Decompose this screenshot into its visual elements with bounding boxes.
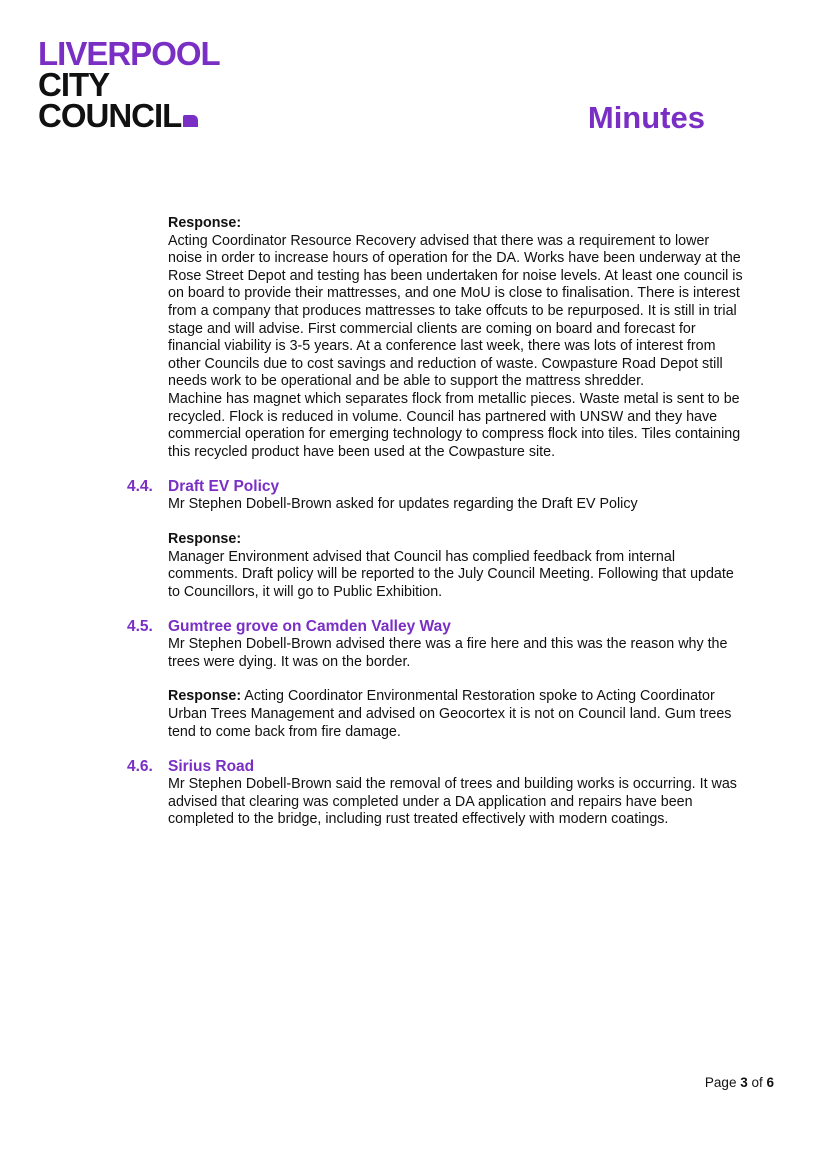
- section-title: Sirius Road: [168, 758, 255, 776]
- section-4-6: [127, 757, 747, 829]
- section-heading: [127, 757, 747, 776]
- section-title: Gumtree grove on Camden Valley Way: [168, 618, 451, 636]
- of-word: of: [747, 1075, 767, 1090]
- intro-response-block: [168, 215, 747, 461]
- section-body-block: [168, 776, 747, 829]
- section-body-block: [168, 636, 747, 741]
- response-paragraph: [168, 688, 747, 741]
- logo-mark-icon: [183, 115, 198, 127]
- response-label: Response:: [168, 215, 242, 231]
- spacer: [168, 514, 747, 531]
- minutes-content: [127, 215, 747, 829]
- page-number: [705, 1075, 774, 1090]
- section-4-5: [127, 617, 747, 741]
- section-number: 4.4.: [127, 478, 153, 496]
- response-paragraph: Manager Environment advised that Council has complied feedback from internal comments. Draft policy will be reported to the July Council Meeting. Following that update to Councillors, it will go to Public Exhibition.: [168, 548, 734, 600]
- section-title: Draft EV Policy: [168, 478, 280, 496]
- response-label: Response:: [168, 530, 242, 547]
- section-number: 4.5.: [127, 618, 153, 636]
- section-body-block: [168, 496, 747, 601]
- response-text: Acting Coordinator Environmental Restoration spoke to Acting Coordinator Urban Trees Management and advised on Geocortex it is not on Council land. Gum trees tend to come back from fire damage.: [168, 688, 732, 740]
- section-body: Mr Stephen Dobell-Brown advised there was a fire here and this was the reason why the trees were dying. It was on the border.: [168, 636, 728, 670]
- logo-line-1: LIVERPOOL: [38, 35, 220, 72]
- page-total: 6: [766, 1075, 774, 1090]
- section-4-4: [127, 477, 747, 601]
- council-logo: [38, 35, 220, 134]
- response-label: Response:: [168, 688, 242, 705]
- response-paragraph: Acting Coordinator Resource Recovery advised that there was a requirement to lower noise in order to increase hours of operation for the DA. Works have been underway at the Rose Street Depot and testing has been undertaken for noise levels. At least one council is on board to provide their mattresses, and one MoU is close to finalisation. There is interest from a company that produces mattresses to take offcuts to be repurposed. It is still in trial stage and will advise. First commercial clients are coming on board and forecast for financial viability is 3-5 years. At a conference last week, there was lots of interest from other Councils due to cost savings and reduction of waste. Cowpasture Road Depot still needs work to be operational and be able to support the mattress shredder.: [168, 232, 743, 390]
- logo-line-3-text: COUNCIL: [38, 97, 182, 134]
- logo-line-2: CITY: [38, 66, 110, 103]
- section-heading: [127, 477, 747, 496]
- section-body: Mr Stephen Dobell-Brown asked for updates regarding the Draft EV Policy: [168, 496, 638, 513]
- section-number: 4.6.: [127, 758, 153, 776]
- logo-line-3: [38, 97, 220, 134]
- section-heading: [127, 617, 747, 636]
- page-word: Page: [704, 1075, 741, 1090]
- page-current: 3: [740, 1075, 748, 1090]
- response-paragraph: Machine has magnet which separates flock from metallic pieces. Waste metal is sent to be recycled. Flock is reduced in volume. Council has partnered with UNSW and they have commercial operation for emerging technology to compress flock into tiles. Tiles containing this recycled product have been used at the Cowpasture site.: [168, 390, 741, 460]
- spacer: [168, 671, 747, 688]
- document-title: Minutes: [587, 100, 705, 135]
- section-body: Mr Stephen Dobell-Brown said the removal of trees and building works is occurring. It was advised that clearing was completed under a DA application and repairs have been completed to the bridge, including rust treated effectively with modern coatings.: [168, 776, 737, 828]
